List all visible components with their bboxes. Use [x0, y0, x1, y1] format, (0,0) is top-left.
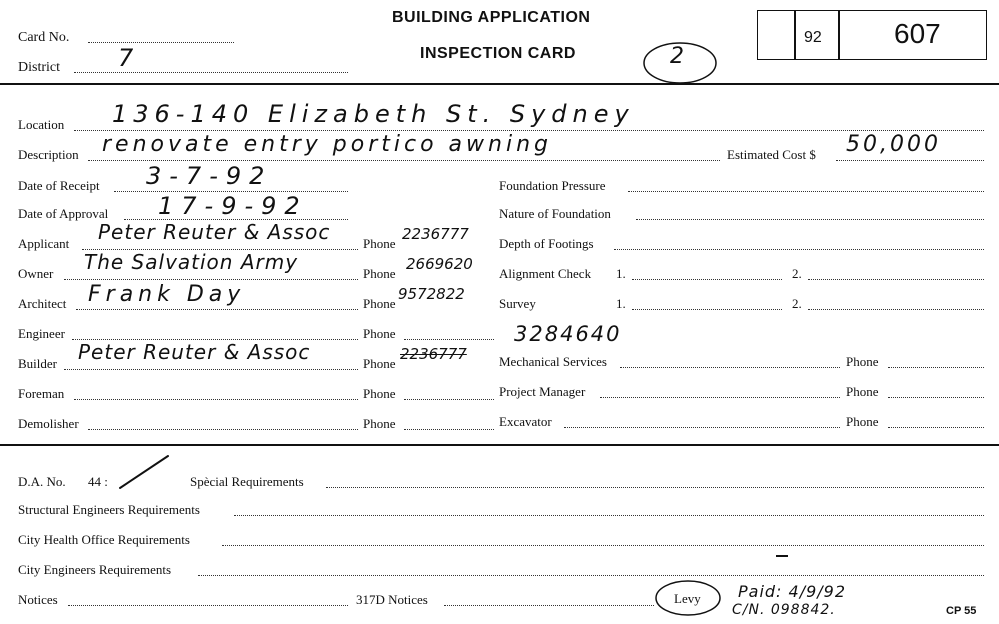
district-field[interactable]	[74, 72, 348, 73]
da-no-label: D.A. No.	[18, 474, 66, 489]
demolisher-phone-label: Phone	[363, 416, 396, 431]
excavator-field[interactable]	[564, 427, 840, 428]
builder-phone-struck: 2236777	[400, 345, 467, 363]
pen-mark	[776, 555, 788, 557]
district-label: District	[18, 60, 60, 75]
notices-317d-field[interactable]	[444, 605, 654, 606]
builder-phone-value: 3284640	[514, 322, 622, 346]
demolisher-field[interactable]	[88, 429, 358, 430]
alignment-check-2-label: 2.	[792, 266, 802, 281]
date-of-receipt-value: 3-7-92	[146, 162, 273, 190]
engineer-phone-field[interactable]	[404, 339, 494, 340]
description-field[interactable]	[88, 160, 720, 161]
estimated-cost-field[interactable]	[836, 160, 984, 161]
engineer-phone-label: Phone	[363, 326, 396, 341]
paid-note: Paid: 4/9/92	[738, 582, 847, 601]
builder-phone-label: Phone	[363, 356, 396, 371]
foreman-phone-field[interactable]	[404, 399, 494, 400]
notices-317d-label: 317D Notices	[356, 592, 428, 607]
owner-field[interactable]	[64, 279, 358, 280]
card-no-field[interactable]	[88, 42, 234, 43]
alignment-check-2-field[interactable]	[808, 279, 984, 280]
engineer-label: Engineer	[18, 326, 65, 341]
location-value: 136-140 Elizabeth St. Sydney	[112, 100, 635, 128]
alignment-check-1-label: 1.	[616, 266, 626, 281]
location-label: Location	[18, 117, 65, 132]
card-number-divider-1	[794, 10, 796, 60]
excavator-phone-label: Phone	[846, 414, 879, 429]
structural-engineers-field[interactable]	[234, 515, 984, 516]
builder-field[interactable]	[64, 369, 358, 370]
city-engineers-label: City Engineers Requirements	[18, 562, 172, 577]
applicant-value: Peter Reuter & Assoc	[98, 220, 331, 244]
excavator-label: Excavator	[499, 414, 552, 429]
architect-phone-label: Phone	[363, 296, 396, 311]
date-of-receipt-label: Date of Receipt	[18, 178, 100, 193]
demolisher-label: Demolisher	[18, 416, 79, 431]
card-number-serial: 607	[894, 18, 941, 49]
card-no-label: Card No.	[18, 30, 70, 45]
notices-field[interactable]	[68, 605, 348, 606]
survey-2-label: 2.	[792, 296, 802, 311]
cn-note: C/N. 098842.	[732, 602, 836, 618]
mechanical-services-phone-field[interactable]	[888, 367, 984, 368]
survey-1-field[interactable]	[632, 309, 782, 310]
survey-2-field[interactable]	[808, 309, 984, 310]
foreman-label: Foreman	[18, 386, 65, 401]
builder-value: Peter Reuter & Assoc	[78, 340, 311, 364]
architect-value: Frank Day	[88, 282, 246, 307]
city-engineers-field[interactable]	[198, 575, 984, 576]
foundation-pressure-field[interactable]	[628, 191, 984, 192]
foundation-pressure-label: Foundation Pressure	[499, 178, 606, 193]
estimated-cost-label: Estimated Cost $	[727, 147, 816, 162]
mechanical-services-label: Mechanical Services	[499, 354, 607, 369]
applicant-label: Applicant	[18, 236, 70, 251]
nature-of-foundation-field[interactable]	[636, 219, 984, 220]
structural-engineers-label: Structural Engineers Requirements	[18, 502, 200, 517]
description-label: Description	[18, 147, 79, 162]
architect-phone-value: 9572822	[398, 285, 465, 303]
owner-phone-value: 2669620	[406, 255, 473, 273]
foreman-field[interactable]	[74, 399, 358, 400]
section-divider	[0, 444, 999, 446]
project-manager-phone-field[interactable]	[888, 397, 984, 398]
city-health-office-label: City Health Office Requirements	[18, 532, 190, 547]
header-divider	[0, 83, 999, 85]
special-requirements-field[interactable]	[326, 487, 984, 488]
alignment-check-1-field[interactable]	[632, 279, 782, 280]
special-requirements-label: Spècial Requirements	[190, 474, 304, 489]
card-number-year: 92	[804, 29, 822, 46]
da-slash-mark-icon	[114, 452, 174, 492]
project-manager-label: Project Manager	[499, 384, 586, 399]
location-field[interactable]	[74, 130, 984, 131]
notices-label: Notices	[18, 592, 58, 607]
da-no-value: 44 :	[88, 474, 108, 489]
mechanical-services-phone-label: Phone	[846, 354, 879, 369]
depth-of-footings-field[interactable]	[614, 249, 984, 250]
estimated-cost-value: 50,000	[846, 132, 941, 157]
date-of-approval-label: Date of Approval	[18, 206, 109, 221]
mechanical-services-field[interactable]	[620, 367, 840, 368]
nature-of-foundation-label: Nature of Foundation	[499, 206, 611, 221]
district-value: 7	[118, 44, 135, 72]
levy-label: Levy	[674, 591, 701, 606]
date-of-approval-value: 17-9-92	[158, 192, 308, 220]
owner-phone-label: Phone	[363, 266, 396, 281]
project-manager-field[interactable]	[600, 397, 840, 398]
owner-label: Owner	[18, 266, 54, 281]
circled-mark-value: 2	[670, 44, 685, 69]
foreman-phone-label: Phone	[363, 386, 396, 401]
form-code: CP 55	[946, 605, 977, 617]
survey-label: Survey	[499, 296, 536, 311]
project-manager-phone-label: Phone	[846, 384, 879, 399]
survey-1-label: 1.	[616, 296, 626, 311]
applicant-phone-label: Phone	[363, 236, 396, 251]
demolisher-phone-field[interactable]	[404, 429, 494, 430]
card-number-divider-2	[838, 10, 840, 60]
architect-label: Architect	[18, 296, 67, 311]
city-health-office-field[interactable]	[222, 545, 984, 546]
architect-field[interactable]	[76, 309, 358, 310]
builder-label: Builder	[18, 356, 57, 371]
applicant-phone-value: 2236777	[402, 225, 469, 243]
form-title-line1: BUILDING APPLICATION	[392, 9, 591, 26]
alignment-check-label: Alignment Check	[499, 266, 592, 281]
excavator-phone-field[interactable]	[888, 427, 984, 428]
card-number-box	[757, 10, 987, 60]
depth-of-footings-label: Depth of Footings	[499, 236, 594, 251]
form-title-line2: INSPECTION CARD	[420, 45, 576, 62]
owner-value: The Salvation Army	[84, 250, 299, 274]
description-value: renovate entry portico awning	[102, 132, 552, 157]
